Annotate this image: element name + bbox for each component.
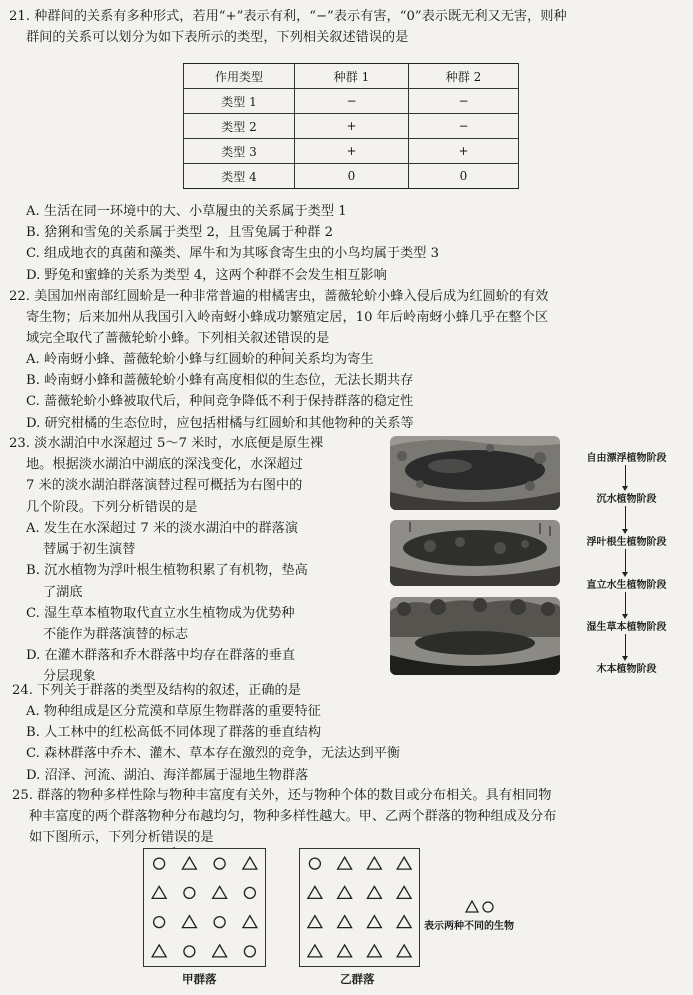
triangle-organism: [338, 945, 352, 957]
emphasis-text: 错: [276, 331, 290, 347]
option-c: C. 森林群落中乔木、灌木、草本存在激烈的竞争，无法达到平衡: [26, 746, 401, 762]
table-cell: 0: [409, 164, 519, 189]
option-c-cont: 不能作为群落演替的标志: [43, 627, 189, 643]
legend-text: 表示两种不同的生物: [424, 921, 514, 932]
question-23-options: [26, 518, 396, 688]
triangle-organism: [308, 945, 322, 957]
triangle-icon: [466, 901, 478, 912]
arrow-down-icon: [625, 506, 626, 530]
triangle-organism: [367, 857, 381, 869]
question-22-stem-line1: 22. 美国加州南部红圆蚧是一种非常普遍的柑橘害虫，蔷薇轮蚧小蜂入侵后成为红圆蚧的有效: [9, 289, 549, 304]
question-22-stem-line3: [9, 328, 689, 349]
arrow-down-icon: [625, 634, 626, 657]
circle-organism: [309, 858, 320, 869]
option-b: B. 沉水植物为浮叶根生植物积累了有机物，垫高: [26, 563, 308, 579]
table-header: 种群 2: [409, 64, 519, 89]
table-cell: −: [295, 89, 409, 114]
triangle-organism: [397, 886, 411, 898]
option-a: A. 生活在同一环境中的大、小草履虫的关系属于类型 1: [26, 204, 347, 219]
stem-text: 如下图所示，下列分析: [29, 830, 161, 846]
circle-organism: [184, 946, 195, 957]
question-22-options: [26, 349, 686, 434]
table-cell: 类型 2: [184, 114, 295, 139]
arrow-down-icon: [625, 465, 626, 487]
table-cell: +: [295, 114, 409, 139]
stem-text: 误的是: [289, 331, 330, 347]
option-c: C. 湿生草本植物取代直立水生植物成为优势种: [26, 605, 295, 621]
question-23-stem-line: 7 米的淡水湖泊群落演替过程可概括为右图中的: [26, 478, 303, 494]
table-row: [184, 114, 519, 139]
triangle-organism: [182, 857, 196, 869]
table-header-row: [184, 64, 519, 89]
lake-scene-3: [390, 597, 560, 675]
table-header: 作用类型: [184, 64, 295, 89]
stage-label: 自由漂浮植物阶段: [586, 453, 667, 464]
question-24-options: [26, 701, 686, 786]
lake-scene-2: [390, 520, 560, 586]
table-row: [184, 139, 519, 164]
triangle-organism: [152, 886, 166, 898]
triangle-organism: [397, 857, 411, 869]
stem-text: 的是: [187, 830, 214, 846]
table-cell: 0: [295, 164, 409, 189]
triangle-organism: [338, 916, 352, 928]
triangle-organism: [397, 945, 411, 957]
option-b: B. 人工林中的红松高低不同体现了群落的垂直结构: [26, 725, 322, 741]
question-21-stem-line1: 21. 种群间的关系有多种形式，若用“+”表示有利，“−”表示有害，“0”表示既无利又无害，则种: [9, 9, 567, 24]
community-jia-label: 甲群落: [182, 972, 217, 986]
stage-label: 沉水植物阶段: [596, 494, 657, 505]
table-row: [184, 89, 519, 114]
triangle-organism: [367, 886, 381, 898]
table-cell: −: [409, 89, 519, 114]
triangle-organism: [338, 857, 352, 869]
option-b-cont: 了湖底: [43, 584, 83, 600]
triangle-organism: [397, 916, 411, 928]
circle-organism: [244, 946, 255, 957]
community-yi-box: [299, 848, 420, 967]
question-22: [9, 286, 689, 350]
question-21-stem-line2: 群间的关系可以划分为如下表所示的类型，下列相关叙述错误的是: [26, 30, 409, 46]
question-25-stem-line3: [12, 827, 690, 848]
question-21: [9, 6, 689, 48]
triangle-organism: [213, 886, 227, 898]
triangle-organism: [338, 886, 352, 898]
option-c: C. 组成地衣的真菌和藻类、犀牛和为其啄食寄生虫的小鸟均属于类型 3: [26, 246, 440, 262]
table-header: 种群 1: [295, 64, 409, 89]
table-cell: +: [409, 139, 519, 164]
stage-label: 浮叶根生植物阶段: [586, 537, 667, 548]
legend-symbols: [464, 899, 500, 915]
circle-icon: [483, 902, 493, 912]
triangle-organism: [243, 916, 257, 928]
table-cell: −: [409, 114, 519, 139]
circle-organism: [154, 858, 165, 869]
circle-organism: [154, 917, 165, 928]
emphasis-text: 错误: [160, 830, 188, 846]
question-25: [12, 785, 690, 849]
stage-label: 湿生草本植物阶段: [586, 622, 667, 633]
triangle-organism: [367, 916, 381, 928]
lake-scene-1: [390, 436, 560, 510]
triangle-organism: [152, 945, 166, 957]
option-a: A. 发生在水深超过 7 米的淡水湖泊中的群落演: [26, 521, 299, 536]
question-23-stem-line: 几个阶段。下列分析错误的是: [26, 499, 198, 515]
question-22-stem-line2: 寄生物；后来加州从我国引入岭南蚜小蜂成功繁殖定居，10 年后岭南蚜小蜂几乎在整个区: [26, 310, 549, 326]
arrow-down-icon: [625, 592, 626, 615]
stem-text: 域完全取代了蔷薇轮蚧小蜂。下列相关叙述: [26, 331, 277, 347]
triangle-organism: [213, 945, 227, 957]
option-b: B. 岭南蚜小蜂和蔷薇轮蚧小蜂有高度相似的生态位，无法长期共存: [26, 373, 414, 389]
question-25-stem-line2: 种丰富度的两个群落物种分布越均匀，物种多样性越大。甲、乙两个群落的物种组成及分布: [29, 809, 557, 825]
option-b: B. 猞猁和雪兔的关系属于类型 2，且雪兔属于种群 2: [26, 225, 333, 241]
question-23-stem-line: 地。根据淡水湖泊中湖底的深浅变化，水深超过: [26, 457, 303, 473]
triangle-organism: [367, 945, 381, 957]
question-24: [12, 680, 682, 701]
table-row: [184, 164, 519, 189]
triangle-organism: [243, 857, 257, 869]
option-c: C. 蔷薇轮蚧小蜂被取代后，种间竞争降低不利于保持群落的稳定性: [26, 394, 414, 410]
circle-organism: [214, 917, 225, 928]
table-cell: 类型 3: [184, 139, 295, 164]
option-a-cont: 替属于初生演替: [43, 542, 136, 558]
option-d: D. 沼泽、河流、湖泊、海洋都属于湿地生物群落: [26, 767, 309, 783]
community-jia-box: [143, 848, 266, 967]
option-d: D. 研究柑橘的生态位时，应包括柑橘与红圆蚧和其他物种的关系等: [26, 415, 414, 431]
question-25-stem-line1: 25. 群落的物种多样性除与物种丰富度有关外，还与物种个体的数目或分布相关。具有相同物: [12, 788, 552, 803]
question-23-stem-line: 23. 淡水湖泊中水深超过 5～7 米时，水底便是原生裸: [9, 436, 324, 451]
table-cell: 类型 4: [184, 164, 295, 189]
question-23: [9, 433, 389, 518]
option-a: A. 物种组成是区分荒漠和草原生物群落的重要特征: [26, 704, 321, 719]
option-a: A. 岭南蚜小蜂、蔷薇轮蚧小蜂与红圆蚧的种间关系均为寄生: [26, 352, 374, 367]
table-cell: +: [295, 139, 409, 164]
table-cell: 类型 1: [184, 89, 295, 114]
option-d: D. 在灌木群落和乔木群落中均存在群落的垂直: [26, 648, 296, 664]
option-d-cont: 分层现象: [43, 669, 96, 685]
circle-organism: [214, 858, 225, 869]
triangle-organism: [182, 916, 196, 928]
circle-organism: [244, 887, 255, 898]
community-yi-label: 乙群落: [340, 972, 375, 986]
stage-label: 直立水生植物阶段: [586, 580, 667, 591]
question-21-options: [26, 201, 686, 286]
triangle-organism: [308, 916, 322, 928]
triangle-organism: [308, 886, 322, 898]
relation-table: [183, 63, 519, 189]
stage-label: 木本植物阶段: [596, 664, 657, 675]
question-24-stem: 24. 下列关于群落的类型及结构的叙述，正确的是: [12, 683, 301, 698]
circle-organism: [184, 887, 195, 898]
arrow-down-icon: [625, 549, 626, 573]
option-d: D. 野兔和蜜蜂的关系为类型 4，这两个种群不会发生相互影响: [26, 267, 387, 283]
